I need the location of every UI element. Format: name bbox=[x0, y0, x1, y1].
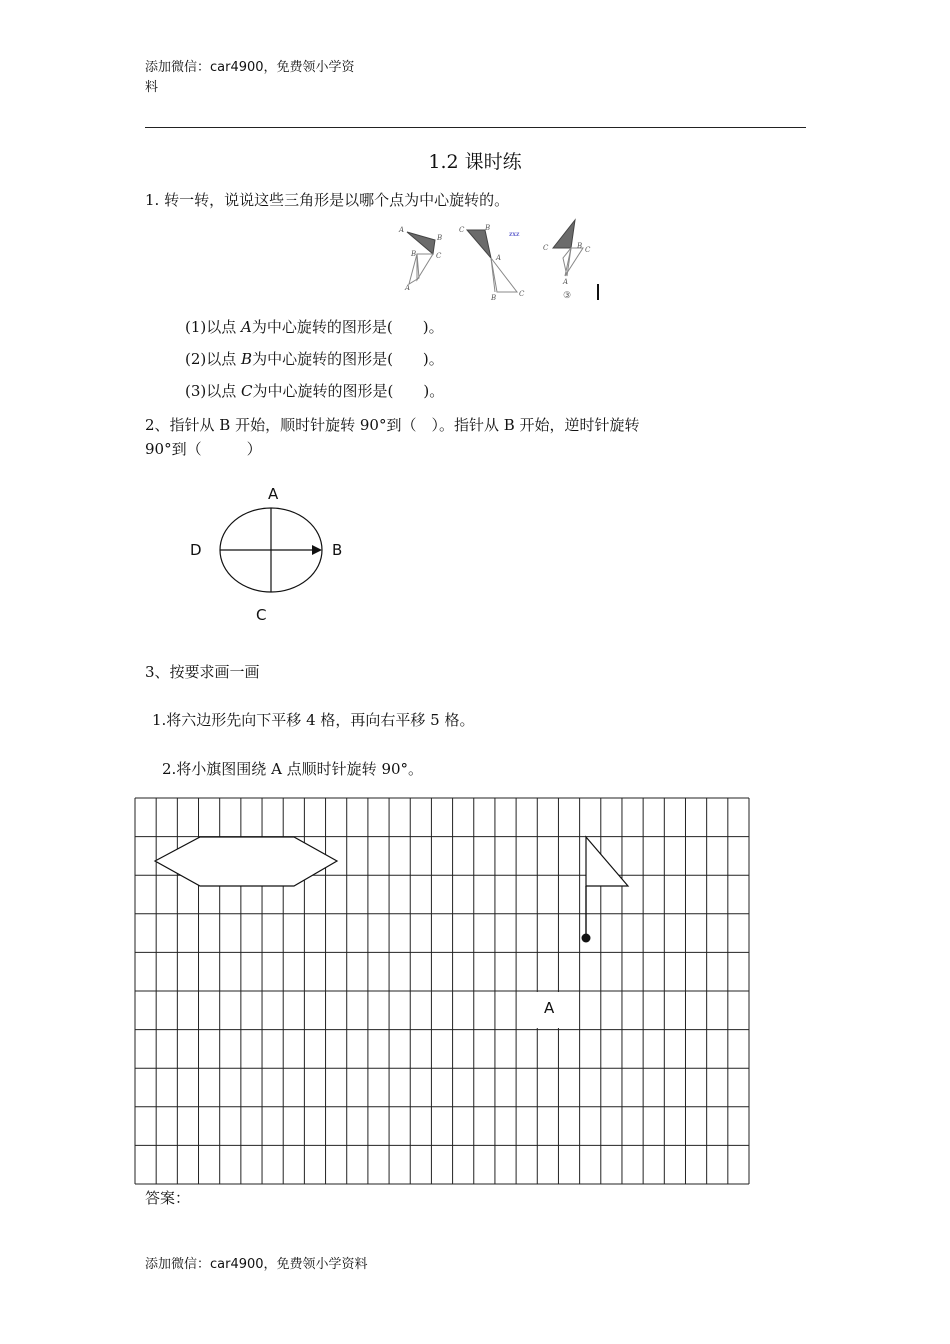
header-watermark-line2: 料 bbox=[145, 80, 159, 95]
label: A bbox=[405, 284, 411, 292]
q1-item-2-suffix: 为中心旋转的图形是( )。 bbox=[252, 350, 444, 368]
label: A bbox=[563, 278, 569, 286]
label: C bbox=[543, 244, 549, 252]
q3-task-1: 1.将六边形先向下平移 4 格，再向右平移 5 格。 bbox=[152, 711, 475, 729]
label: B bbox=[577, 242, 583, 250]
label: B bbox=[437, 234, 443, 242]
q1-figure-1 bbox=[398, 226, 442, 292]
q1-item-3-suffix: 为中心旋转的图形是( )。 bbox=[252, 382, 445, 400]
header-watermark-line1: 添加微信：car4900，免费领小学资 bbox=[145, 60, 355, 75]
q3-heading: 3、按要求画一画 bbox=[145, 663, 260, 681]
label: C bbox=[459, 226, 465, 234]
q3-grid bbox=[134, 797, 752, 1187]
dial-label-a: A bbox=[268, 485, 279, 503]
q3-task-2: 2.将小旗图围绕 A 点顺时针旋转 90°。 bbox=[162, 760, 424, 778]
q1-figure-2 bbox=[459, 224, 525, 302]
header-watermark bbox=[145, 58, 395, 98]
footer-watermark: 添加微信：car4900，免费领小学资料 bbox=[145, 1257, 368, 1272]
shaded-triangle bbox=[553, 220, 575, 248]
label: C bbox=[585, 246, 591, 254]
label: C bbox=[519, 290, 525, 298]
q1-item-1 bbox=[185, 317, 444, 337]
label: A bbox=[399, 226, 405, 234]
q1-item-1-prefix: (1)以点 bbox=[185, 318, 242, 336]
q1-figure-3 bbox=[543, 220, 591, 301]
pivot-point bbox=[582, 934, 591, 943]
pointer-arrowhead bbox=[312, 545, 322, 555]
header-divider bbox=[145, 127, 806, 128]
zxz-mark: zxz bbox=[509, 231, 520, 238]
label: A bbox=[496, 254, 502, 262]
dial-label-b: B bbox=[332, 541, 343, 559]
answer-label: 答案： bbox=[145, 1189, 191, 1207]
q1-item-2 bbox=[185, 349, 444, 369]
shaded-triangle bbox=[467, 230, 491, 258]
q2-line2: 90°到（ ） bbox=[145, 440, 262, 458]
q1-item-3-point: C bbox=[241, 382, 253, 400]
label: B bbox=[491, 294, 497, 302]
q1-rotation-figures bbox=[395, 218, 615, 308]
q1-item-3 bbox=[185, 381, 444, 401]
label: B bbox=[485, 224, 491, 232]
hexagon-shape bbox=[155, 837, 337, 886]
point-label-a: A bbox=[544, 999, 555, 1017]
q1-item-1-suffix: 为中心旋转的图形是( )。 bbox=[251, 318, 444, 336]
page-title: 1.2 课时练 bbox=[428, 151, 522, 173]
q1-item-1-point: A bbox=[241, 318, 252, 336]
q2-line1: 2、指针从 B 开始，顺时针旋转 90°到（ ）。指针从 B 开始，逆时针旋转 bbox=[145, 416, 640, 434]
q1-item-3-prefix: (3)以点 bbox=[185, 382, 242, 400]
label: C bbox=[436, 252, 442, 260]
circled-3: ③ bbox=[563, 291, 572, 301]
outline-triangle bbox=[417, 254, 433, 280]
dial-label-c: C bbox=[256, 606, 267, 624]
q2-dial bbox=[180, 478, 360, 628]
q1-prompt: 1. 转一转，说说这些三角形是以哪个点为中心旋转的。 bbox=[145, 191, 510, 209]
q1-item-2-prefix: (2)以点 bbox=[185, 350, 242, 368]
q1-item-2-point: B bbox=[241, 350, 253, 368]
label: B bbox=[411, 250, 417, 258]
dial-label-d: D bbox=[190, 541, 202, 559]
